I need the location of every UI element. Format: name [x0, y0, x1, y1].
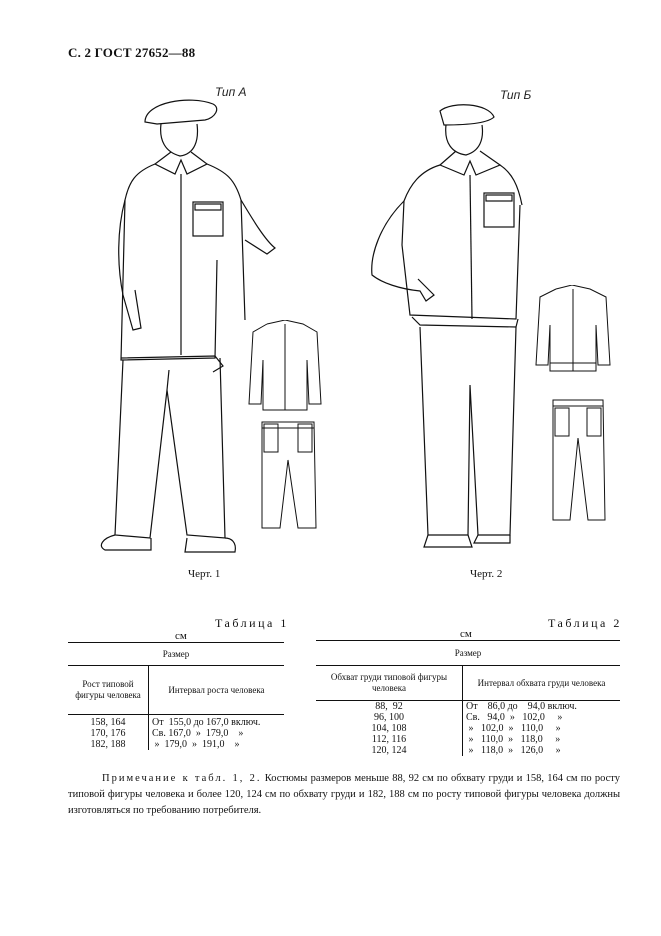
- table-row: [68, 728, 284, 739]
- table-2-col1-header: Обхват груди типовой фигуры человека: [316, 666, 463, 701]
- figure-1-sketch-jacket: [245, 320, 325, 412]
- table-2-cell: 112, 116: [316, 734, 463, 745]
- figure-2-caption: Черт. 2: [470, 568, 503, 580]
- table-1-unit: см: [175, 630, 187, 642]
- figure-1-sketch-trousers: [258, 420, 318, 530]
- table-row: [68, 715, 284, 729]
- table-2-cell: » 118,0 » 126,0 »: [466, 745, 561, 756]
- table-1-cell: От 155,0 до 167,0 включ.: [152, 717, 261, 728]
- table-2-cell: » 110,0 » 118,0 »: [466, 734, 561, 745]
- table-2-title: Таблица 2: [548, 616, 622, 630]
- table-row: [316, 701, 620, 713]
- figure-1-type-label: Тип А: [215, 85, 247, 99]
- table-1-cell: 182, 188: [68, 739, 149, 750]
- table-row: [316, 745, 620, 756]
- table-1-title: Таблица 1: [215, 616, 289, 630]
- table-1-col2-header: Интервал роста человека: [149, 666, 285, 715]
- table-1-cell: 170, 176: [68, 728, 149, 739]
- table-2: [316, 640, 620, 756]
- table-2-cell: 96, 100: [316, 712, 463, 723]
- figure-1-caption: Черт. 1: [188, 568, 221, 580]
- table-row: [68, 739, 284, 750]
- table-1-cell: Св. 167,0 » 179,0 »: [152, 728, 244, 739]
- table-row: [316, 723, 620, 734]
- figure-2-sketch-jacket: [532, 285, 614, 375]
- table-row: [316, 734, 620, 745]
- figure-2-sketch-trousers: [550, 398, 606, 524]
- table-note: [68, 771, 620, 819]
- table-2-cell: От 86,0 до 94,0 включ.: [466, 701, 577, 712]
- note-text: Костюмы размеров меньше 88, 92 см по обхвату груди и 158, 164 см по росту типовой фигуры человека и более 120, 124 см по обхвату груди и 182, 188 см по росту типовой фигуры человека должны изготовляться по требованию потребителя.: [68, 773, 620, 816]
- table-2-cell: 88, 92: [316, 701, 463, 713]
- table-1: [68, 642, 284, 750]
- figure-2-type-label: Тип Б: [500, 88, 532, 102]
- note-lead: Примечание к табл. 1, 2.: [102, 773, 262, 784]
- table-2-cell: Св. 94,0 » 102,0 »: [466, 712, 563, 723]
- table-2-group-header: Размер: [316, 641, 620, 666]
- table-1-cell: » 179,0 » 191,0 »: [152, 739, 240, 750]
- table-1-cell: 158, 164: [68, 715, 149, 729]
- table-2-col2-header: Интервал обхвата груди человека: [463, 666, 621, 701]
- table-1-group-header: Размер: [68, 643, 284, 666]
- table-1-col1-header: Рост типовой фигуры человека: [68, 666, 149, 715]
- table-row: [316, 712, 620, 723]
- figure-2-illustration: [360, 95, 540, 555]
- table-2-cell: 104, 108: [316, 723, 463, 734]
- table-2-unit: см: [460, 628, 472, 640]
- table-2-cell: » 102,0 » 110,0 »: [466, 723, 561, 734]
- page-header: С. 2 ГОСТ 27652—88: [68, 45, 196, 60]
- table-2-cell: 120, 124: [316, 745, 463, 756]
